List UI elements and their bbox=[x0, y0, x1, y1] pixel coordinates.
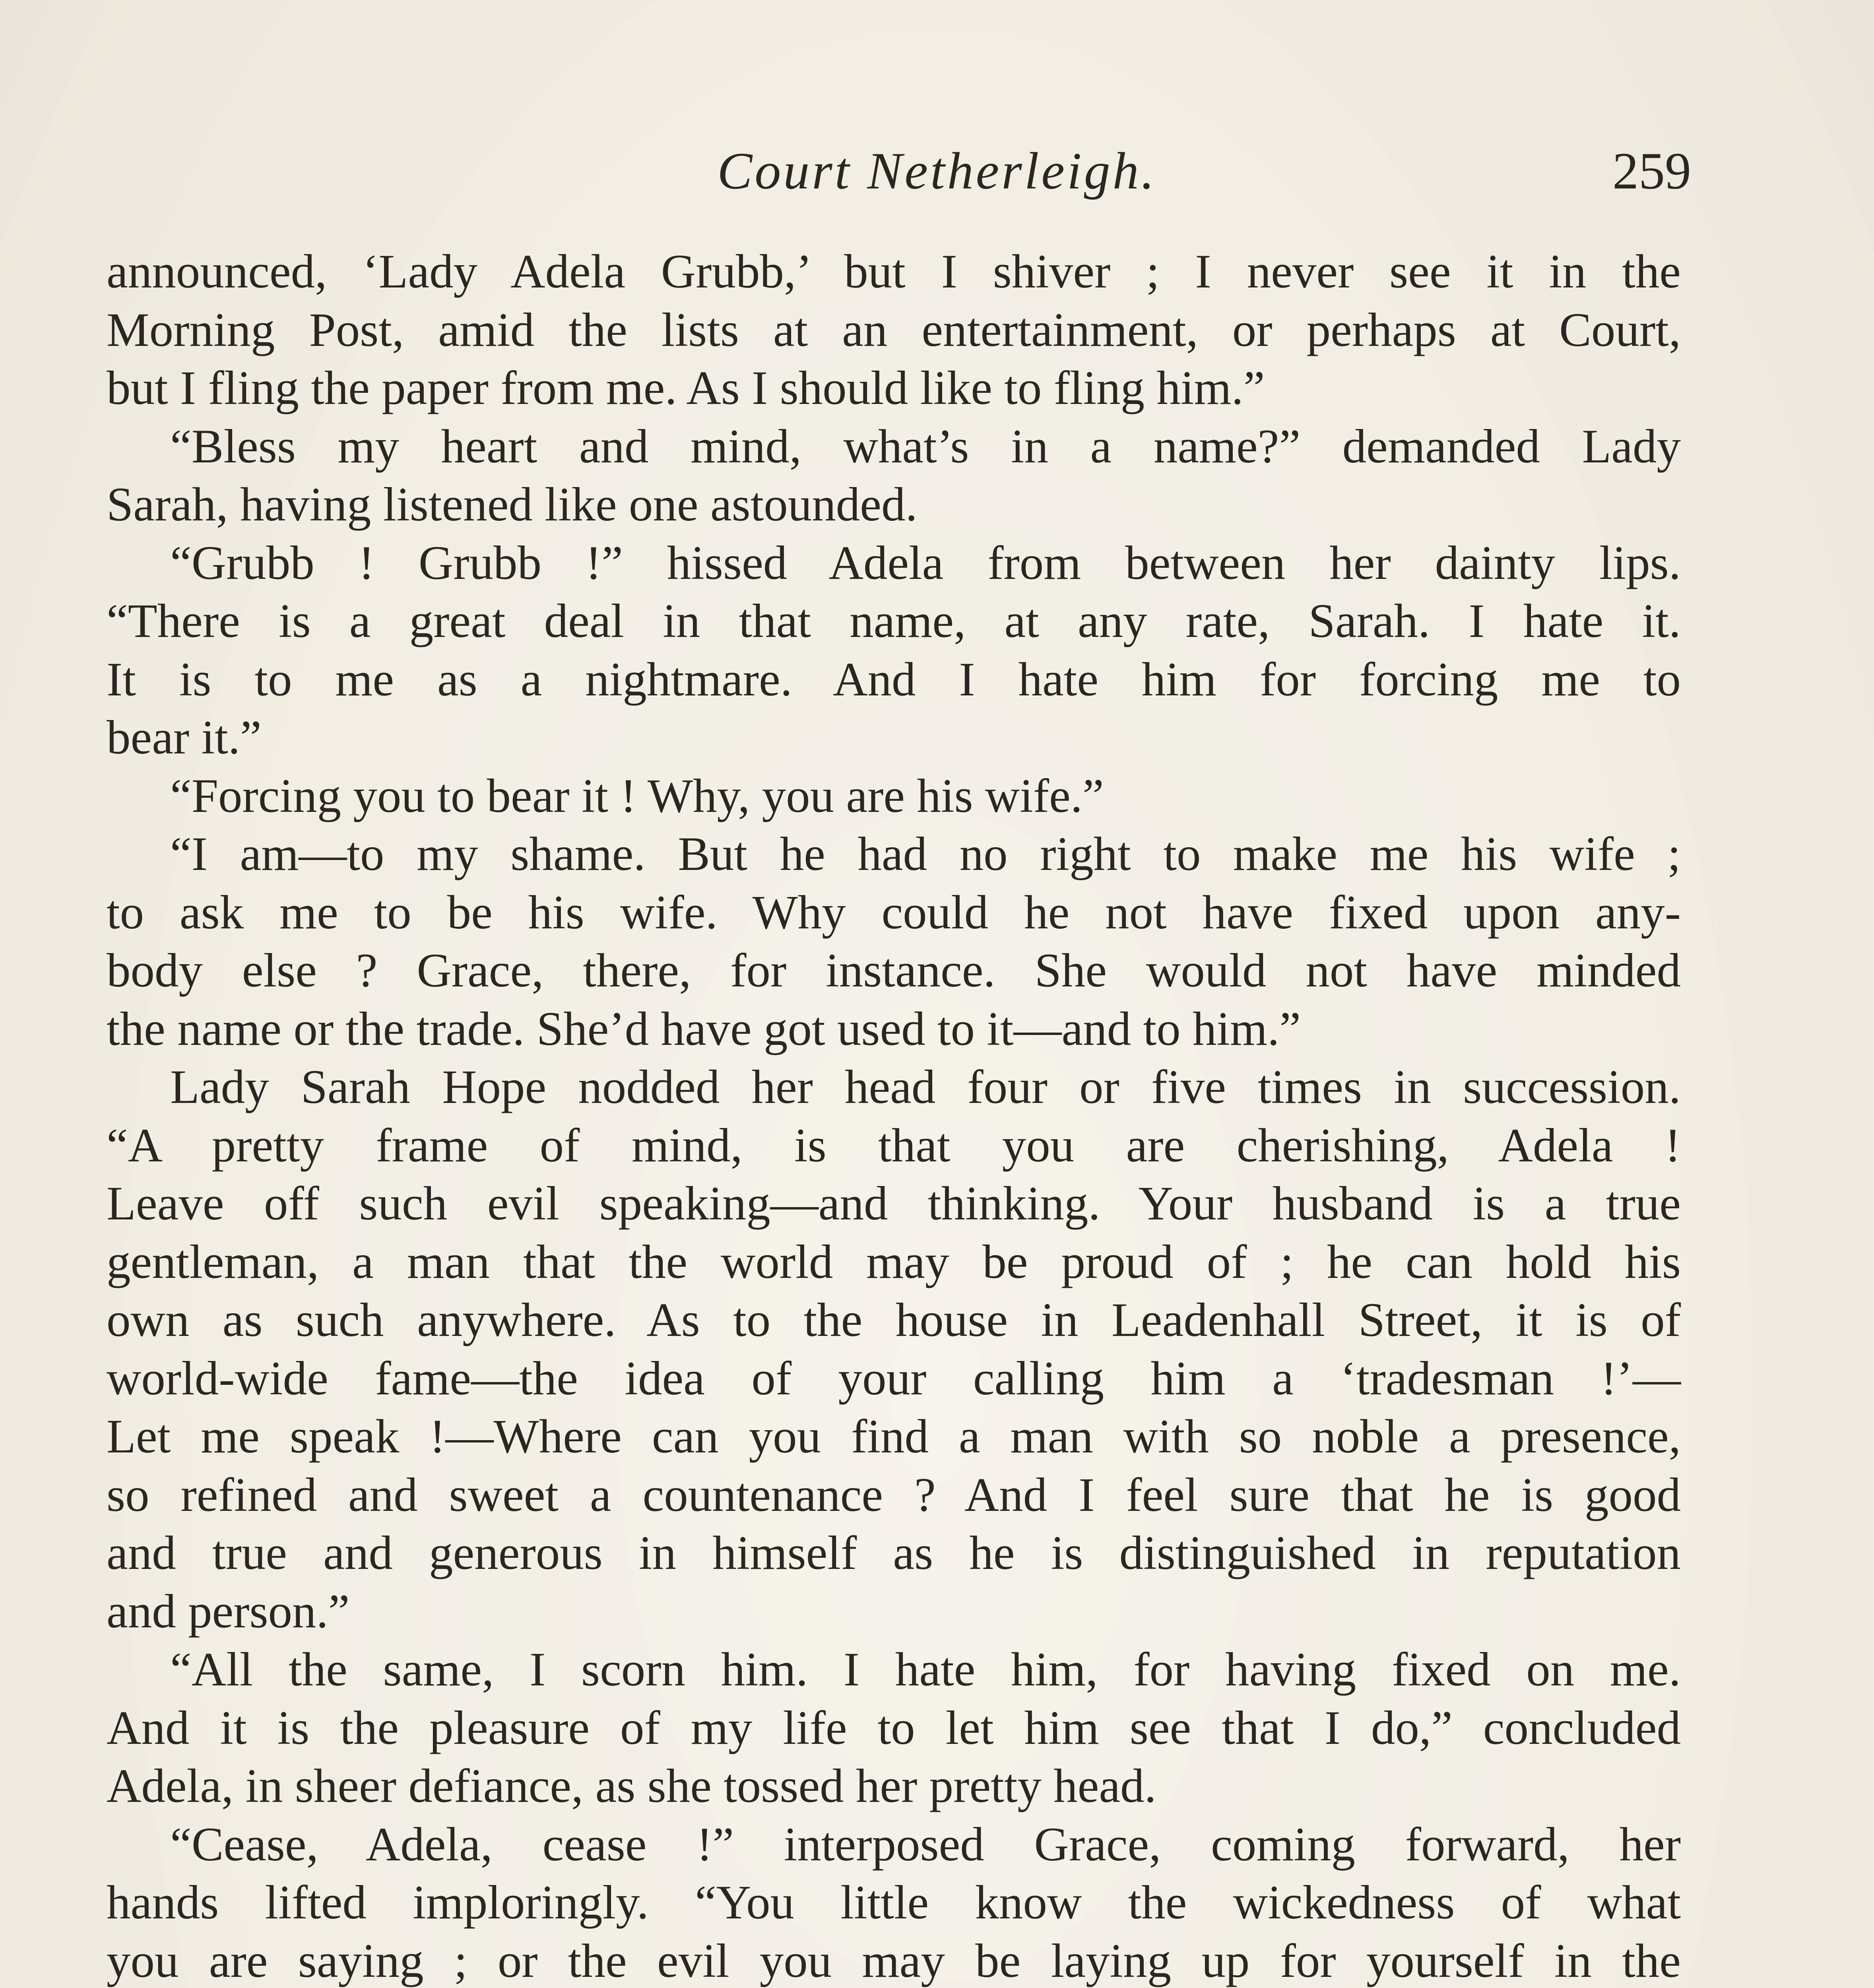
text-line: the name or the trade. She’d have got used to it—and to him.” bbox=[107, 1002, 1301, 1056]
text-line: “I am—to my shame. But he had no right to make me his wife ; bbox=[170, 827, 1681, 881]
running-title: Court Netherleigh. bbox=[717, 142, 1157, 200]
text-line: “Bless my heart and mind, what’s in a name?” demanded Lady bbox=[170, 419, 1681, 473]
text-line: so refined and sweet a countenance ? And I feel sure that he is good bbox=[107, 1468, 1681, 1522]
text-line: Leave off such evil speaking—and thinking. Your husband is a true bbox=[107, 1177, 1681, 1230]
text-line: Let me speak !—Where can you find a man with so noble a presence, bbox=[107, 1410, 1681, 1463]
text-line: And it is the pleasure of my life to let him see that I do,” concluded bbox=[107, 1701, 1681, 1755]
text-line: “There is a great deal in that name, at any rate, Sarah. I hate it. bbox=[107, 594, 1681, 648]
text-line: hands lifted imploringly. “You little know the wickedness of what bbox=[107, 1876, 1681, 1929]
text-line: Lady Sarah Hope nodded her head four or five times in succession. bbox=[170, 1060, 1681, 1114]
page-header bbox=[0, 131, 1874, 211]
text-line: “Grubb ! Grubb !” hissed Adela from between her dainty lips. bbox=[170, 536, 1681, 590]
text-line: “Cease, Adela, cease !” interposed Grace, coming forward, her bbox=[170, 1817, 1681, 1871]
text-line: and true and generous in himself as he is distinguished in reputation bbox=[107, 1526, 1681, 1580]
text-line: bear it.” bbox=[107, 711, 262, 764]
text-line: gentleman, a man that the world may be proud of ; he can hold his bbox=[107, 1235, 1681, 1289]
text-line: “Forcing you to bear it ! Why, you are his wife.” bbox=[170, 769, 1104, 823]
text-line: Morning Post, amid the lists at an entertainment, or perhaps at Court, bbox=[107, 303, 1681, 357]
text-line: body else ? Grace, there, for instance. She would not have minded bbox=[107, 944, 1681, 997]
body-text bbox=[107, 243, 1681, 1988]
text-line: and person.” bbox=[107, 1584, 350, 1638]
text-line: you are saying ; or the evil you may be laying up for yourself in the bbox=[107, 1934, 1681, 1988]
text-line: Sarah, having listened like one astounded. bbox=[107, 478, 918, 531]
text-line: world-wide fame—the idea of your calling him a ‘tradesman !’— bbox=[107, 1351, 1681, 1405]
text-line: Adela, in sheer defiance, as she tossed her pretty head. bbox=[107, 1759, 1156, 1813]
text-line: to ask me to be his wife. Why could he not have fixed upon any- bbox=[107, 885, 1681, 939]
page-number: 259 bbox=[1612, 142, 1691, 200]
text-line: “All the same, I scorn him. I hate him, for having fixed on me. bbox=[170, 1643, 1681, 1696]
text-line: “A pretty frame of mind, is that you are cherishing, Adela ! bbox=[107, 1118, 1681, 1172]
text-line: It is to me as a nightmare. And I hate him for forcing me to bbox=[107, 652, 1681, 706]
text-line: but I fling the paper from me. As I should like to fling him.” bbox=[107, 361, 1265, 415]
text-line: announced, ‘Lady Adela Grubb,’ but I shiver ; I never see it in the bbox=[107, 245, 1681, 298]
text-line: own as such anywhere. As to the house in Leadenhall Street, it is of bbox=[107, 1293, 1681, 1347]
